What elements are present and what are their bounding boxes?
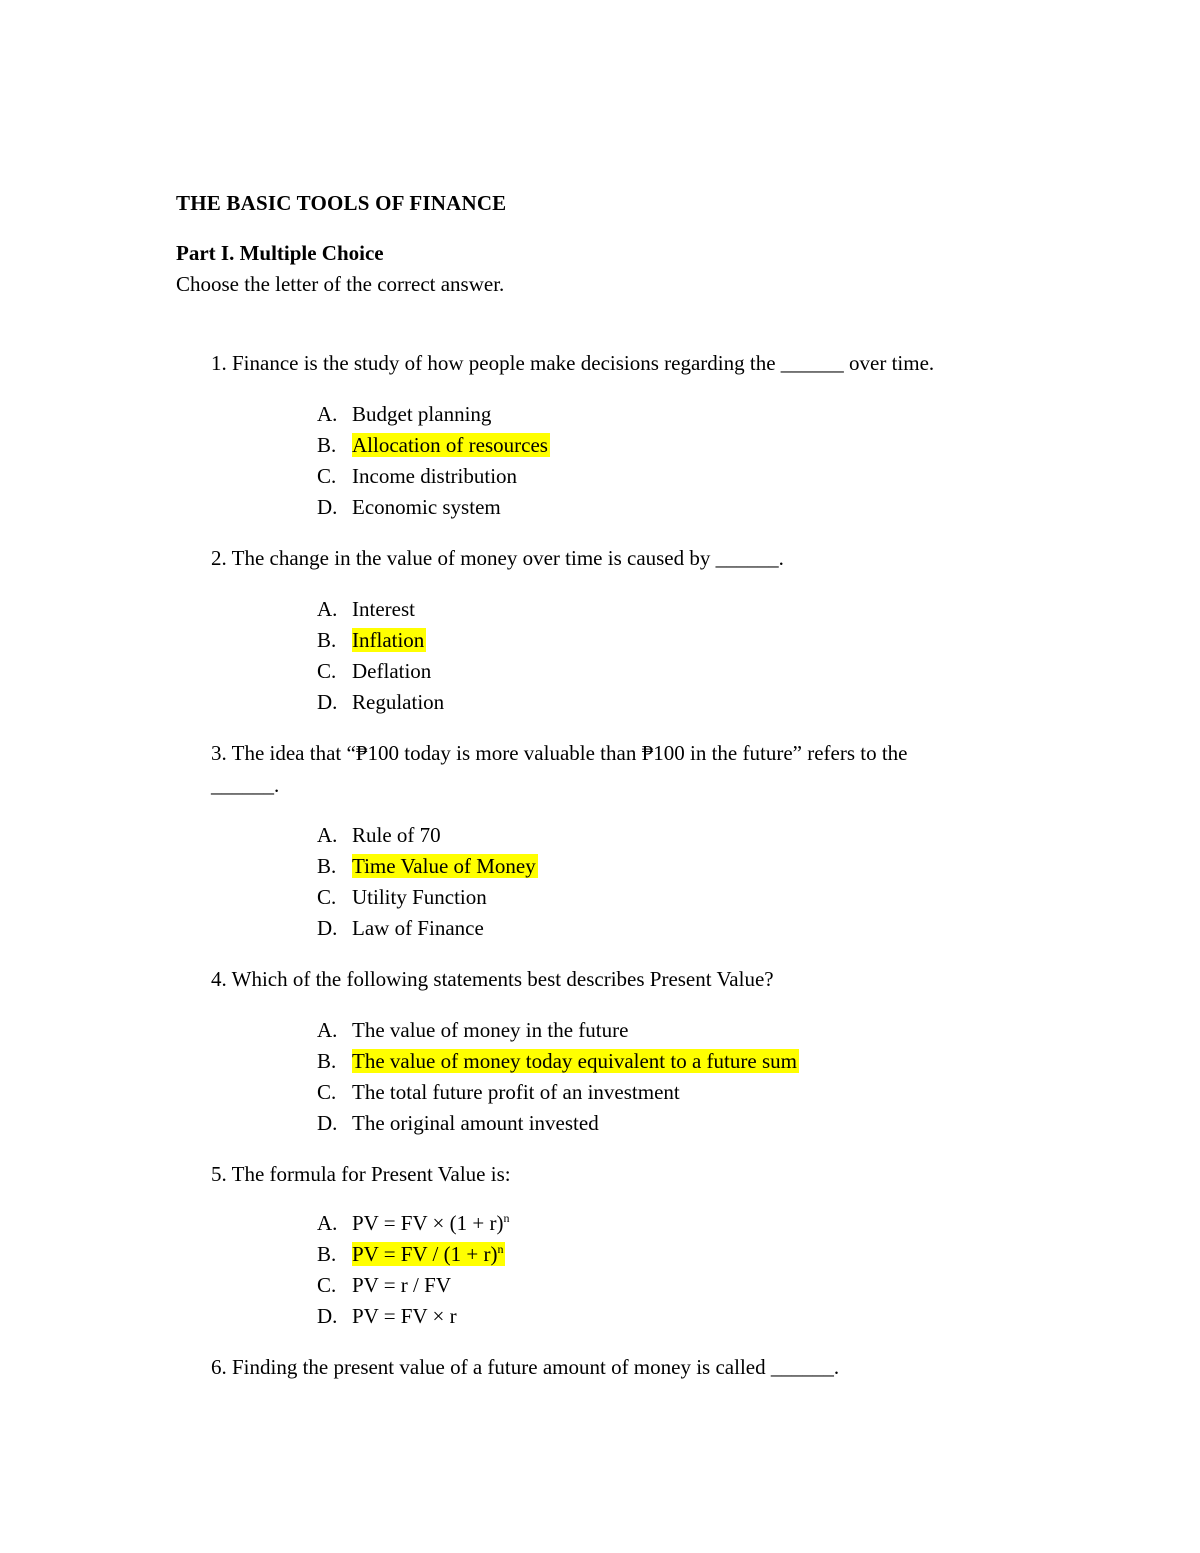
question-text: The formula for Present Value is: [231,1162,511,1186]
option-4d [317,1108,599,1139]
formula-text: PV = FV × (1 + r) [352,1211,504,1235]
option-text [352,1211,509,1235]
option-letter: A. [317,823,338,847]
option-letter: D. [317,1304,338,1328]
option-letter: B. [317,433,337,457]
option-letter: D. [317,690,338,714]
question-2 [211,543,784,574]
option-letter: C. [317,659,337,683]
option-text: PV = r / FV [352,1273,451,1297]
option-text: Interest [352,597,415,621]
question-text: Finance is the study of how people make decisions regarding the ______ over time. [232,351,935,375]
option-text: Deflation [352,659,432,683]
option-2b-answer [317,625,426,656]
option-letter: D. [317,916,338,940]
option-letter: B. [317,1242,337,1266]
option-text: Budget planning [352,402,492,426]
formula-text: PV = FV / (1 + r) [352,1242,498,1266]
option-text: Regulation [352,690,445,714]
option-2c [317,656,431,687]
option-1c [317,461,517,492]
option-3b-answer [317,851,538,882]
option-letter: A. [317,597,338,621]
option-letter: B. [317,628,337,652]
highlighted-answer: Allocation of resources [352,433,548,457]
option-3c [317,882,487,913]
question-4 [211,964,774,995]
question-number: 6. [211,1355,227,1379]
option-5c [317,1270,451,1301]
instructions: Choose the letter of the correct answer. [176,272,505,296]
document-title: THE BASIC TOOLS OF FINANCE [176,191,507,215]
option-text: PV = FV × r [352,1304,457,1328]
option-letter: D. [317,1111,338,1135]
formula-exponent: n [497,1242,504,1256]
highlighted-answer: The value of money today equivalent to a future sum [352,1049,797,1073]
option-letter: C. [317,1273,337,1297]
question-number: 4. [211,967,227,991]
option-text: Utility Function [352,885,487,909]
question-3-continuation: ______. [211,773,280,797]
option-4b-answer [317,1046,799,1077]
option-letter: A. [317,402,338,426]
option-letter: A. [317,1211,338,1235]
formula-exponent: n [503,1211,510,1225]
option-1d [317,492,501,523]
option-2d [317,687,444,718]
option-4c [317,1077,680,1108]
option-text: The total future profit of an investment [352,1080,680,1104]
option-text: Rule of 70 [352,823,441,847]
question-text: The change in the value of money over time is caused by ______. [231,546,784,570]
question-5 [211,1159,511,1190]
option-4a [317,1015,628,1046]
option-letter: B. [317,854,337,878]
option-3a [317,820,441,851]
part-heading: Part I. Multiple Choice [176,241,384,265]
question-6 [211,1352,839,1383]
question-text: The idea that “₱100 today is more valuable than ₱100 in the future” refers to the [231,741,908,765]
option-letter: C. [317,464,337,488]
option-text: Law of Finance [352,916,484,940]
option-1b-answer [317,430,550,461]
question-text: Finding the present value of a future amount of money is called ______. [232,1355,840,1379]
option-5d [317,1301,457,1332]
option-5b-answer [317,1239,505,1270]
option-letter: C. [317,885,337,909]
option-letter: A. [317,1018,338,1042]
option-letter: C. [317,1080,337,1104]
highlighted-answer: Inflation [352,628,425,652]
option-letter: D. [317,495,338,519]
option-1a [317,399,491,430]
question-1 [211,348,934,379]
option-3d [317,913,484,944]
question-3 [211,738,908,769]
option-text: Economic system [352,495,501,519]
option-letter: B. [317,1049,337,1073]
option-text: Income distribution [352,464,518,488]
option-text: The value of money in the future [352,1018,629,1042]
question-number: 1. [211,351,227,375]
highlighted-answer: Time Value of Money [352,854,536,878]
question-number: 5. [211,1162,227,1186]
option-text: The original amount invested [352,1111,599,1135]
option-2a [317,594,415,625]
highlighted-answer [352,1242,505,1266]
option-5a [317,1208,509,1239]
question-text: Which of the following statements best describes Present Value? [231,967,774,991]
question-number: 2. [211,546,227,570]
question-number: 3. [211,741,227,765]
